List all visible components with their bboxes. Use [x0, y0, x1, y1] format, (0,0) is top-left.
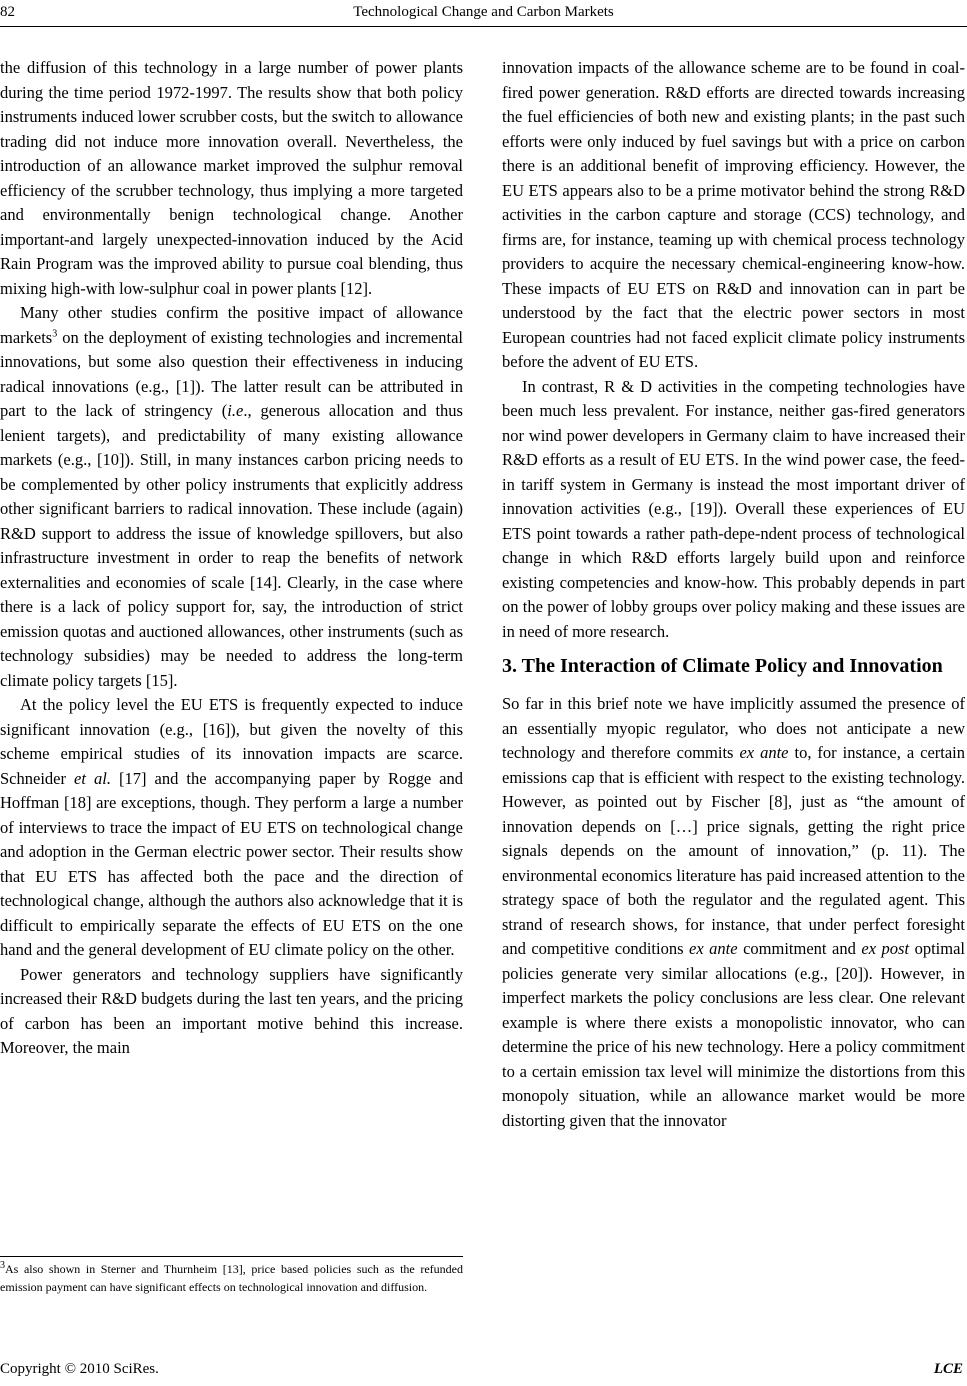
paragraph-text: In contrast, R & D activities in the competing technologies have been much less prevalent. For instance, neither gas-fired generators nor wind power developers in Germany claim to have increased their R&D efforts as a result of EU ETS. In the wind power case, the feed-in tariff system in Germany is instead the most important driver of innovation activities (e.g., [19]). Overall these experiences of EU ETS point towards a rather path-depe-ndent process of technological change in which R&D efforts largely build upon and reinforce existing competencies and know-how. This probably depends in part on the power of lobby groups over policy making and these issues are in need of more research. [502, 376, 965, 641]
footnote-marker: 3 [0, 1260, 5, 1271]
paragraph [502, 56, 965, 375]
paragraph-text: ., generous allocation and thus lenient targets), and predictability of many existing allowance markets (e.g., [10]). Still, in many instances carbon pricing needs to be complemented by other policy instruments that explicitly address other significant barriers to radical innovation. These include (again) R&D support to address the issue of knowledge spillovers, but also infrastructure investment in order to reap the benefits of network externalities and economies of scale [14]. Clearly, in the case where there is a lack of policy support for, say, the introduction of strict emission quotas and auctioned allowances, other instruments (such as technology subsidies) may be needed to address the long-term climate policy targets [15]. [0, 401, 463, 690]
footnote-text: As also shown in Sterner and Thurnheim [13], price based policies such as the refunded emission payment can have significant effects on technological innovation and diffusion. [0, 1262, 463, 1294]
italic-text: et al. [74, 768, 111, 788]
paragraph-text: the diffusion of this technology in a large number of power plants during the time period 1972-1997. The results show that both policy instruments induced lower scrubber costs, but the switch to allowance trading did not induce more innovation overall. Nevertheless, the introduction of an allowance market improved the sulphur removal efficiency of the scrubber technology, thus implying a more targeted and environmentally benign technological change. Another important-and largely unexpected-innovation induced by the Acid Rain Program was the improved ability to pursue coal blending, thus mixing high-with low-sulphur coal in power plants [12]. [0, 58, 463, 298]
paragraph-text: innovation impacts of the allowance scheme are to be found in coal-fired power generation. R&D efforts are directed towards increasing the fuel efficiencies of both new and existing plants; in the past such efforts were only induced by fuel savings but with a price on carbon there is an additional benefit of improving efficiency. However, the EU ETS appears also to be a prime motivator behind the strong R&D activities in the carbon capture and storage (CCS) technology, and firms are, for instance, teaming up with chemical process technology providers to acquire the necessary chemical-engineering know-how. These impacts of EU ETS on R&D and innovation can in part be understood by the fact that the electric power sectors in most European countries had not faced explicit climate policy instruments before the advent of EU ETS. [502, 58, 965, 371]
paragraph-text: Power generators and technology suppliers have significantly increased their R&D budgets during the last ten years, and the pricing of carbon has been an important motive behind this increase. Moreover, the main [0, 964, 463, 1057]
italic-text: i.e [227, 401, 244, 420]
paragraph [0, 56, 463, 301]
footnote-rule [0, 1256, 463, 1257]
footnote [0, 1260, 463, 1296]
header-rule [0, 26, 967, 27]
page-number: 82 [0, 4, 15, 20]
italic-text: ex post [861, 939, 910, 958]
paragraph [0, 693, 463, 963]
footnote-marker: 3 [52, 328, 58, 339]
paragraph-text: [17] and the accompanying paper by Rogge and Hoffman [18] are exceptions, though. They perform a large a number of interviews to trace the impact of EU ETS on technological change and adoption in the German electric power sector. Their results show that EU ETS has affected both the pace and the direction of technological change, although the authors also acknowledge that it is difficult to empirically separate the effects of EU ETS on the one hand and the general development of EU climate policy on the other. [0, 768, 464, 959]
running-title: Technological Change and Carbon Markets [353, 4, 614, 20]
paragraph-text: So far in this brief note we have implicitly assumed the presence of an essentially myopic regulator, who does not anticipate a new technology and therefore commits [502, 694, 965, 762]
journal-abbreviation: LCE [933, 1361, 963, 1377]
right-column [502, 56, 965, 1133]
left-column [0, 56, 463, 1061]
paragraph-text: Many other studies confirm the positive impact of allowance markets [0, 303, 463, 347]
paragraph-text: commitment and [737, 939, 862, 958]
copyright-notice: Copyright © 2010 SciRes. [0, 1361, 159, 1377]
italic-text: ex ante [739, 743, 789, 762]
italic-text: ex ante [689, 939, 738, 958]
paragraph [502, 375, 965, 645]
paragraph-text: on the deployment of existing technologies and incremental innovations, but some also question their effectiveness in inducing radical innovations (e.g., [1]). The latter result can be attributed in part to the lack of stringency ( [0, 327, 463, 420]
paragraph-text: to, for instance, a certain emissions cap that is efficient with respect to the existing technology. However, as pointed out by Fischer [8], just as “the amount of innovation depends on […] price signals, getting the right price signals depends on the amount of innovation,” (p. 11). The environmental economics literature has paid increased attention to the strategy space of both the regulator and the regulated agent. This strand of research shows, for instance, that under perfect foresight and competitive conditions [502, 743, 966, 958]
paragraph [0, 301, 463, 693]
paragraph-text: At the policy level the EU ETS is frequently expected to induce significant innovation (e.g., [16]), but given the novelty of this scheme empirical studies of its innovation impacts are scarce. Schneider [0, 695, 463, 788]
section-heading: 3. The Interaction of Climate Policy and Innovation [502, 655, 943, 677]
paragraph [502, 692, 965, 1133]
paragraph-text: optimal policies generate very similar allocations (e.g., [20]). However, in imperfect markets the policy conclusions are less clear. One relevant example is where there exists a monopolistic innovator, who can determine the price of his new technology. Here a policy commitment to a certain emission tax level will minimize the distortions from this monopoly situation, while an allowance market would be more distorting given that the innovator [502, 939, 965, 1130]
paragraph [0, 963, 463, 1061]
